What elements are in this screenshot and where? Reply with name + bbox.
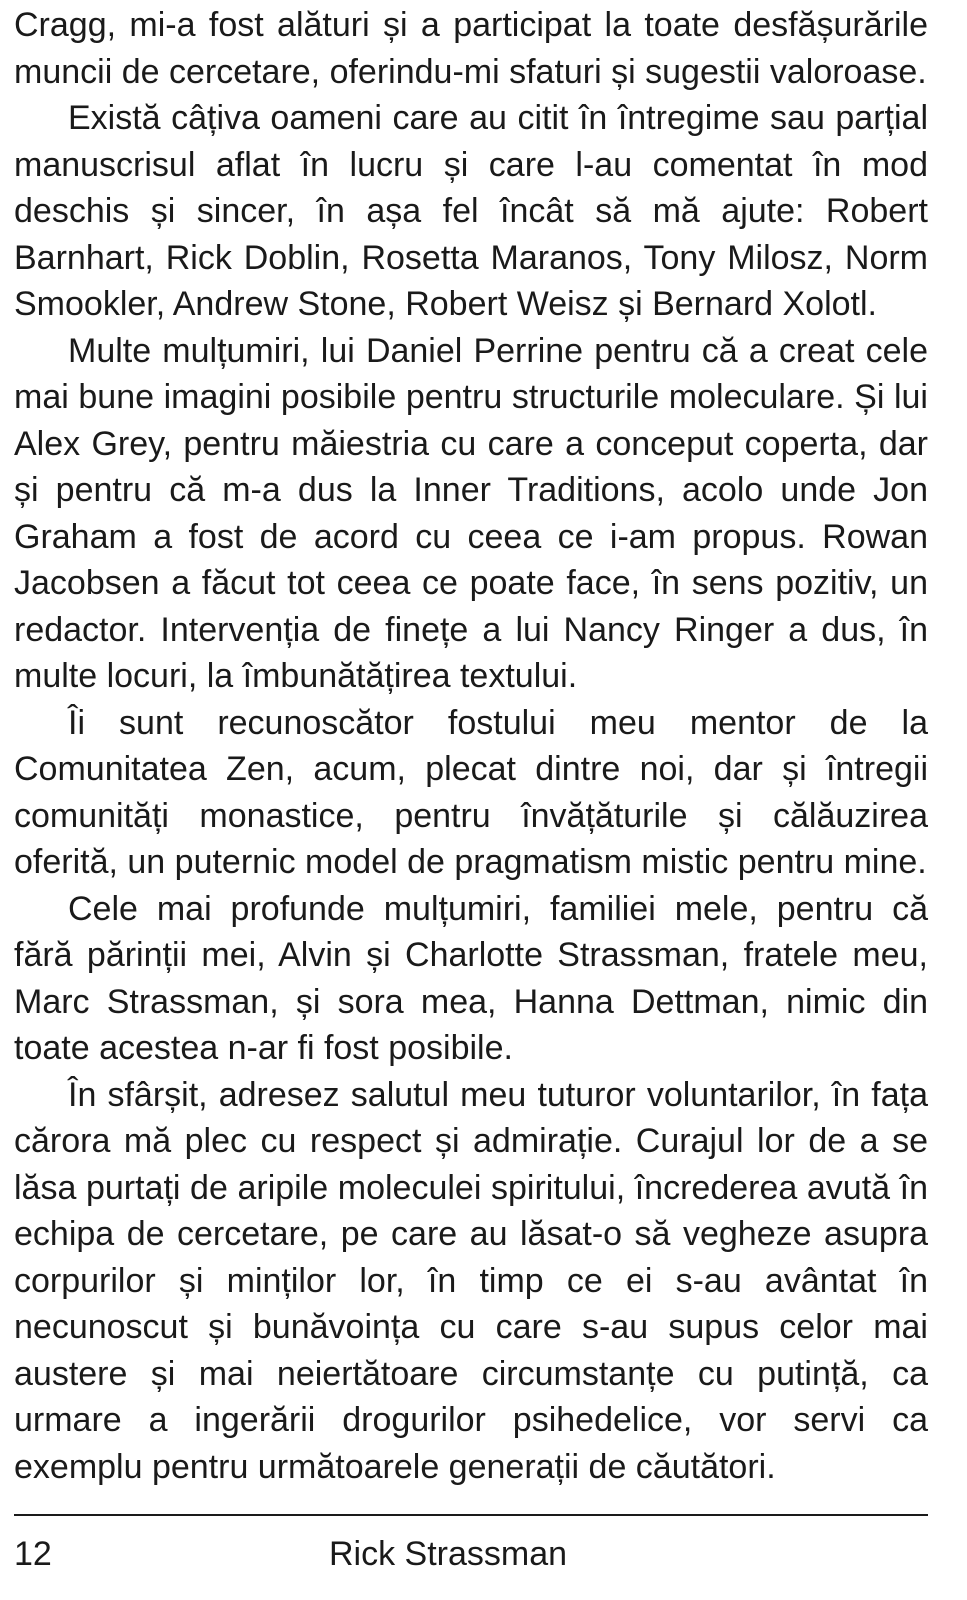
paragraph-thanks-family: Cele mai profunde mulțumiri, familiei mele, pentru că fără părinții mei, Alvin și Charlotte Strassman, fratele meu, Marc Strassman, și sora mea, Hanna Dettman, nimic din toate acestea n-ar fi fost posibile. (14, 889, 928, 1067)
book-page (14, 0, 928, 1600)
paragraph-thanks-production: Multe mulțumiri, lui Daniel Perrine pentru că a creat cele mai bune imagini posibile pentru structurile moleculare. Și lui Alex Grey, pentru măiestria cu care a conceput coperta, dar și pentru că m-a dus la Inner Traditions, acolo unde Jon Graham a fost de acord cu ceea ce i-am propus. Rowan Jacobsen a făcut tot ceea ce poate face, în sens pozitiv, un redactor. Intervenția de finețe a lui Nancy Ringer a dus, în multe locuri, la îmbunătățirea textului. (14, 331, 928, 695)
page-number: 12 (14, 1535, 52, 1573)
paragraph-thanks-mentor: Îi sunt recunoscător fostului meu mentor de la Comunitatea Zen, acum, plecat dintre noi, dar și întregii comunități monastice, pentru învățăturile și călăuzirea oferită, un puternic model de pragmatism mistic pentru mine. (14, 703, 928, 881)
paragraph-reviewers: Există câțiva oameni care au citit în întregime sau parțial manuscrisul aflat în lucru și care l-au comentat în mod deschis și sincer, în așa fel încât să mă ajute: Robert Barnhart, Rick Doblin, Rosetta Maranos, Tony Milosz, Norm Smookler, Andrew Stone, Robert Weisz și Bernard Xolotl. (14, 99, 928, 323)
body-text (14, 2, 928, 1490)
running-footer-author: Rick Strassman (329, 1535, 568, 1573)
paragraph-thanks-volunteers: În sfârșit, adresez salutul meu tuturor voluntarilor, în fața cărora mă plec cu respect și admirație. Curajul lor de a se lăsa purtați de aripile moleculei spiritului, încrederea avută în echipa de cercetare, pe care au lăsat-o să vegheze asupra corpurilor și minților lor, în timp ce ei s-au avântat în necunoscut și bunăvoința cu care s-au supus celor mai austere și mai neiertătoare circumstanțe cu putință, ca urmare a ingerării drogurilor psihedelice, vor servi ca exemplu pentru următoarele generații de căutători. (14, 1075, 928, 1486)
footer-rule (14, 1514, 928, 1516)
paragraph-continuation: Cragg, mi-a fost alături și a participat la toate desfășurările muncii de cercetare, oferindu-mi sfaturi și sugestii valoroase. (14, 6, 928, 91)
page-footer (14, 1524, 928, 1584)
